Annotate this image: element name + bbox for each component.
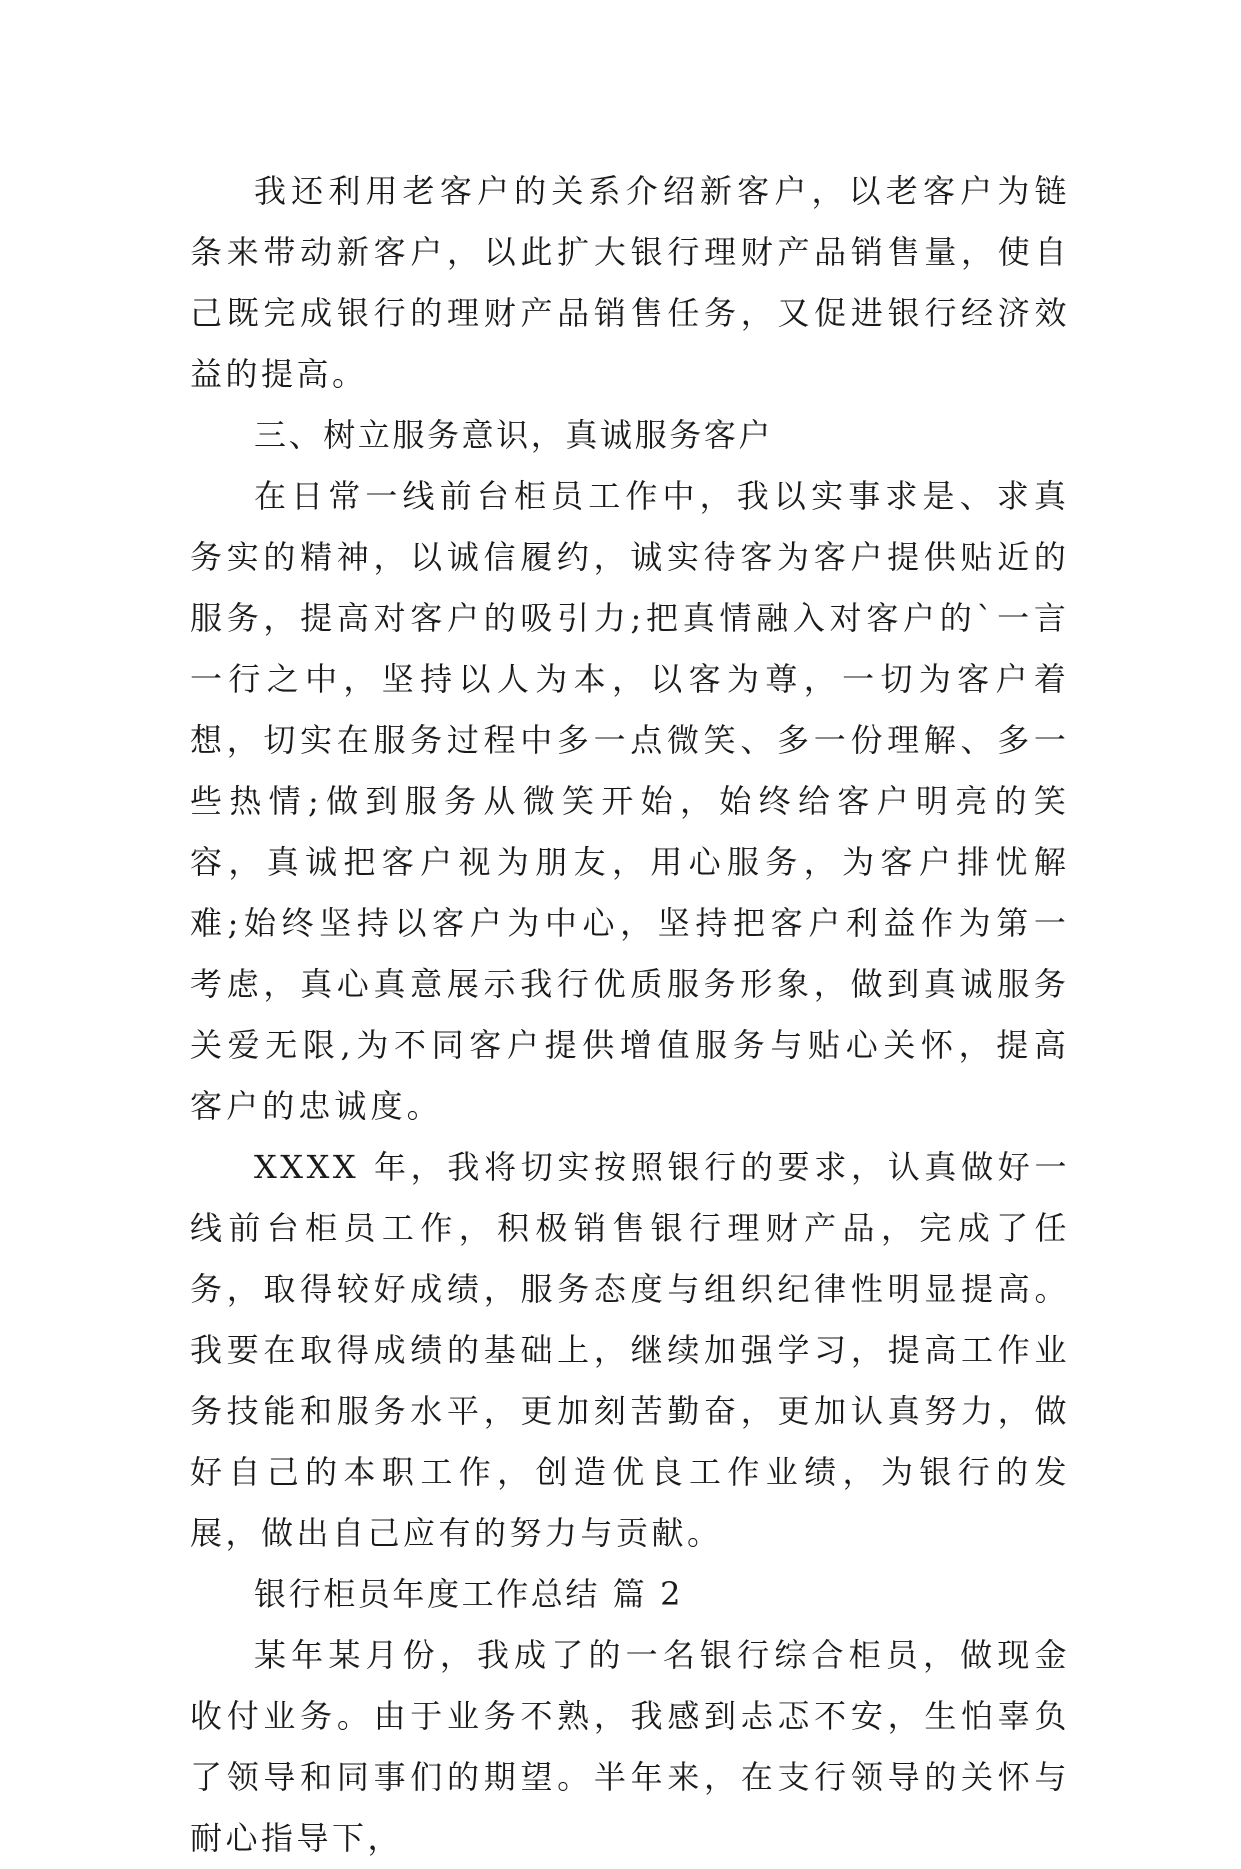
paragraph-intro-part-2: 某年某月份，我成了的一名银行综合柜员，做现金收付业务。由于业务不熟，我感到忐忑不安，生怕辜负了领导和同事们的期望。半年来，在支行领导的关怀与耐心指导下， — [190, 1636, 1070, 1857]
paragraph-referral: 我还利用老客户的关系介绍新客户，以老客户为链条来带动新客户，以此扩大银行理财产品销售量，使自己既完成银行的理财产品销售任务，又促进银行经济效益的提高。 — [190, 172, 1070, 393]
paragraph-plan: XXXX 年，我将切实按照银行的要求，认真做好一线前台柜员工作，积极销售银行理财产品，完成了任务，取得较好成绩，服务态度与组织纪律性明显提高。我要在取得成绩的基础上，继续加强学习，提高工作业务技能和服务水平，更加刻苦勤奋，更加认真努力，做好自己的本职工作，创造优良工作业绩，为银行的发展，做出自己应有的努力与贡献。 — [190, 1148, 1070, 1552]
article-title-part-2: 银行柜员年度工作总结 篇 2 — [254, 1575, 684, 1613]
paragraph-service: 在日常一线前台柜员工作中，我以实事求是、求真务实的精神，以诚信履约，诚实待客为客户提供贴近的服务，提高对客户的吸引力;把真情融入对客户的`一言一行之中，坚持以人为本，以客为尊，一切为客户着想，切实在服务过程中多一点微笑、多一份理解、多一些热情;做到服务从微笑开始，始终给客户明亮的笑容，真诚把客户视为朋友，用心服务，为客户排忧解难;始终坚持以客户为中心，坚持把客户利益作为第一考虑，真心真意展示我行优质服务形象，做到真诚服务关爱无限,为不同客户提供增值服务与贴心关怀，提高客户的忠诚度。 — [190, 477, 1070, 1125]
document-body — [190, 161, 1070, 1869]
section-heading-service: 三、树立服务意识，真诚服务客户 — [254, 416, 774, 454]
